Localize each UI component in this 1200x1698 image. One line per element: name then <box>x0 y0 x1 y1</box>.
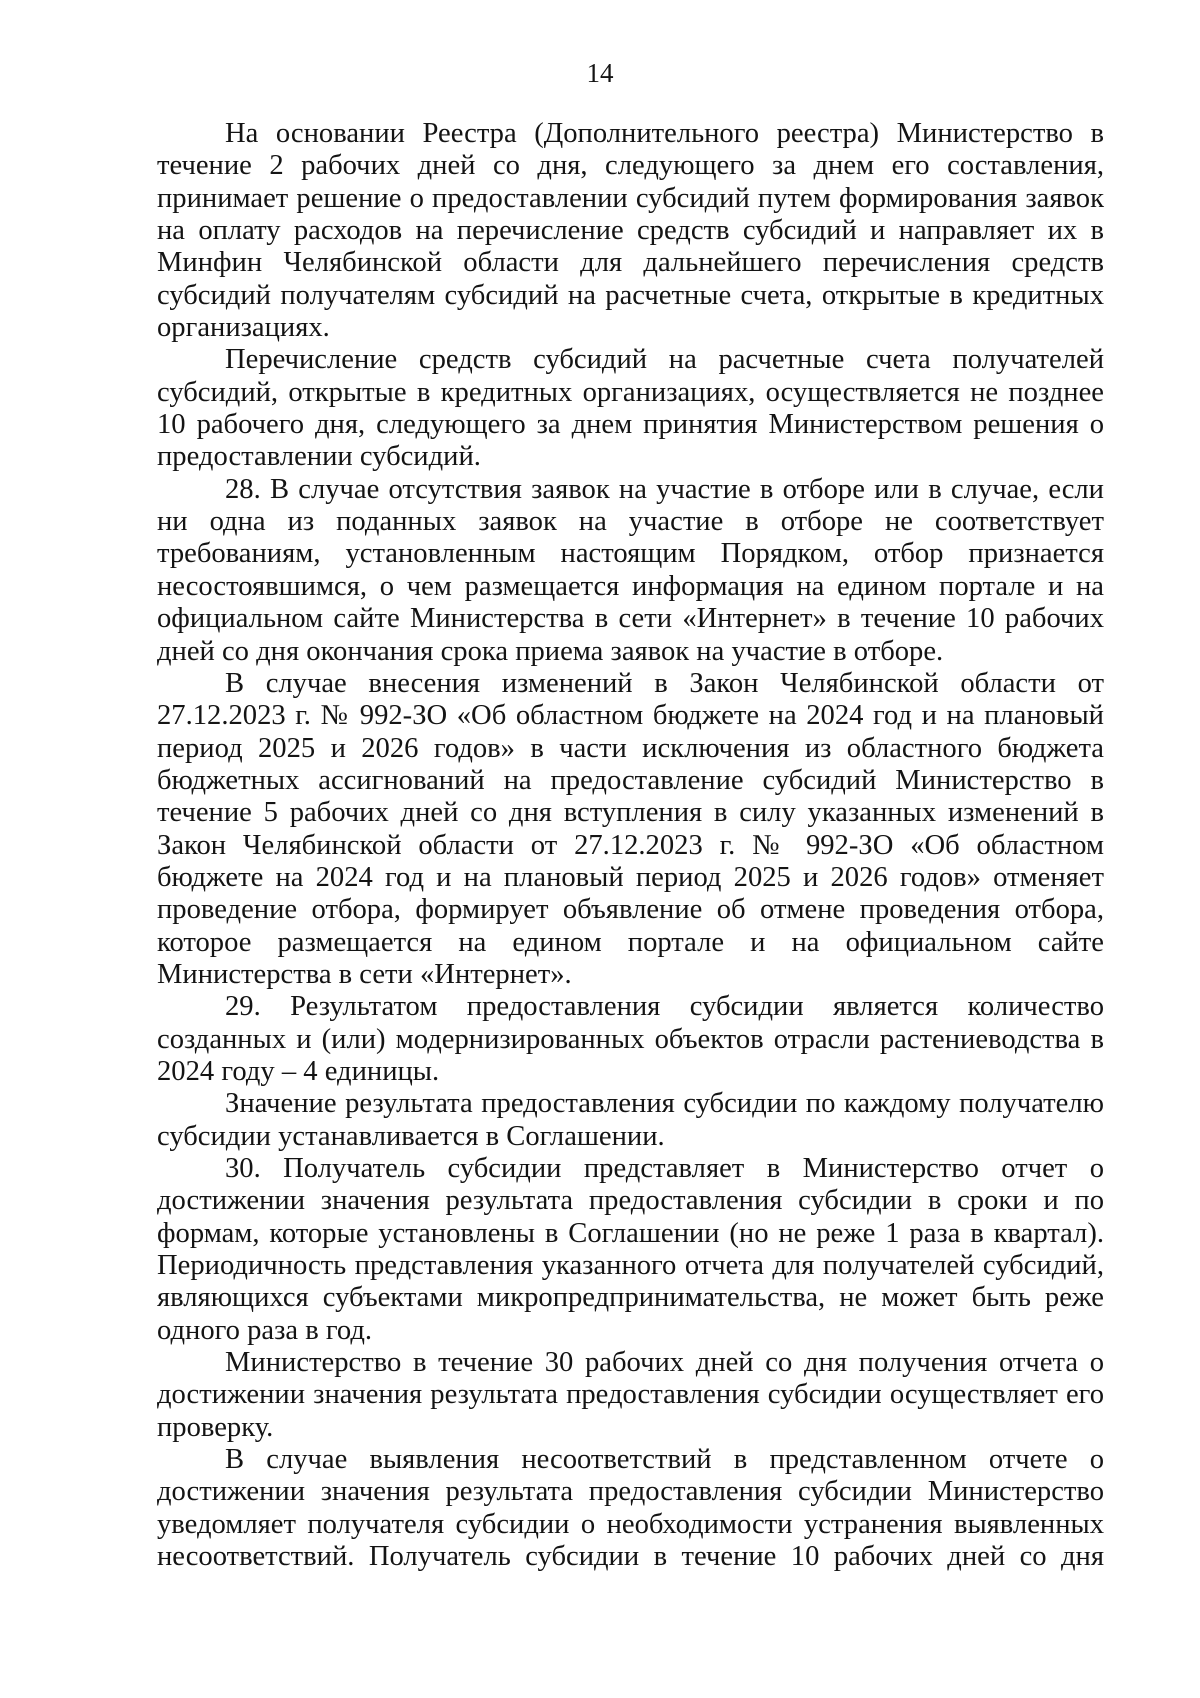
text-line: Министерство в течение 30 рабочих дней со дня получения отчета о <box>225 1347 1104 1379</box>
paragraph <box>157 668 1104 991</box>
text-line: установленным настоящим Порядком, отбор признается несостоявшимся, о чем <box>157 538 1104 602</box>
text-line: 30. Получатель субсидии представляет в Министерство отчет о <box>225 1153 1104 1184</box>
text-line: уведомляет получателя субсидии о необходимости устранения выявленных <box>157 1508 1104 1540</box>
page-number: 14 <box>586 58 614 88</box>
text-line: Челябинской области для дальнейшего перечисления средств субсидий <box>157 247 1104 311</box>
text-line: достижении значения результата предоставления субсидии осуществляет его <box>157 1379 1104 1411</box>
paragraph <box>157 344 1104 473</box>
text-line: Челябинской области от 27.12.2023 г. № 992-ЗО «Об областном бюджете <box>157 829 1104 893</box>
text-line: 10 рабочего дня, следующего за днем принятия Министерством решения о <box>157 409 1104 441</box>
paragraph <box>157 118 1104 344</box>
text-line: 28. В случае отсутствия заявок на участие в отборе или в случае, если ни <box>157 473 1104 538</box>
text-line: На основании Реестра (Дополнительного реестра) Министерство в <box>225 118 1104 149</box>
text-line: являющихся субъектами микропредпринимательства, не может быть реже <box>157 1282 1104 1314</box>
text-line: достижении значения результата предоставления субсидии Министерство <box>157 1476 1104 1508</box>
text-line: предоставлении субсидий. <box>157 441 481 473</box>
text-line: размещается на едином портале и на официальном сайте Министерства в сети <box>157 926 1104 990</box>
paragraph <box>157 1153 1104 1347</box>
text-line: течение 2 рабочих дней со дня, следующего за днем его составления, <box>157 150 1104 182</box>
text-line: срока приема заявок на участие в отборе. <box>440 635 944 667</box>
text-line: Министерства в сети «Интернет» в течение 10 рабочих дней со дня окончания <box>157 603 1104 667</box>
text-line: 5 рабочих дней со дня вступления в силу указанных изменений в Закон <box>157 797 1104 861</box>
text-line: формам, которые установлены в Соглашении (но не реже 1 раза в квартал). <box>157 1217 1104 1249</box>
text-line: отбора, формирует объявление об отмене проведения отбора, которое <box>157 894 1105 958</box>
text-line: Значение результата предоставления субсидии по каждому получателю <box>225 1088 1104 1120</box>
text-line: одного раза в год. <box>157 1314 373 1346</box>
text-line: В случае выявления несоответствий в представленном отчете о <box>225 1444 1104 1476</box>
text-line: несоответствий. Получатель субсидии в течение 10 рабочих дней со дня <box>157 1541 1104 1573</box>
text-line: субсидий, открытые в кредитных организациях, осуществляется не позднее <box>157 376 1104 408</box>
text-line: 4 единицы. <box>303 1055 440 1087</box>
text-line: период 2025 и 2026 годов» в части исключения из областного бюджета <box>157 732 1104 764</box>
text-line: от 27.12.2023 г. № 992-ЗО «Об областном бюджете на 2024 год и на плановый <box>157 667 1104 732</box>
text-line: одна из поданных заявок на участие в отборе не соответствует требованиям, <box>157 506 1104 570</box>
text-line: 29. Результатом предоставления субсидии является количество созданных <box>157 991 1104 1055</box>
text-line: Периодичность представления указанного отчета для получателей субсидий, <box>157 1250 1104 1282</box>
paragraph <box>157 1347 1104 1444</box>
text-line: оплату расходов на перечисление средств субсидий и направляет их в Минфин <box>157 215 1104 279</box>
text-line: В случае внесения изменений в Закон Челябинской области <box>225 667 1056 699</box>
paragraph <box>157 1444 1104 1573</box>
text-line: размещается информация на едином портале и на официальном сайте <box>157 570 1104 635</box>
text-line: «Интернет». <box>420 958 572 990</box>
document-body <box>157 118 1104 1573</box>
text-line: принимает решение о предоставлении субсидий путем формирования заявок на <box>157 182 1104 247</box>
text-line: достижении значения результата предоставления субсидии в сроки и по <box>157 1185 1104 1217</box>
paragraph <box>157 474 1104 668</box>
text-line: проверку. <box>157 1411 274 1443</box>
text-line: организациях. <box>157 312 330 344</box>
paragraph <box>157 1088 1104 1153</box>
text-line: на 2024 год и на плановый период 2025 и 2026 годов» отменяет проведение <box>157 861 1104 926</box>
text-line: и (или) модернизированных объектов отрасли растениеводства в 2024 году – <box>157 1023 1104 1087</box>
paragraph <box>157 991 1104 1088</box>
text-line: получателям субсидий на расчетные счета, открытые в кредитных <box>280 279 1104 311</box>
text-line: Перечисление средств субсидий на расчетные счета получателей <box>225 344 1104 376</box>
text-line: бюджетных ассигнований на предоставление субсидий Министерство в течение <box>157 764 1104 829</box>
text-line: субсидии устанавливается в Соглашении. <box>157 1120 665 1152</box>
